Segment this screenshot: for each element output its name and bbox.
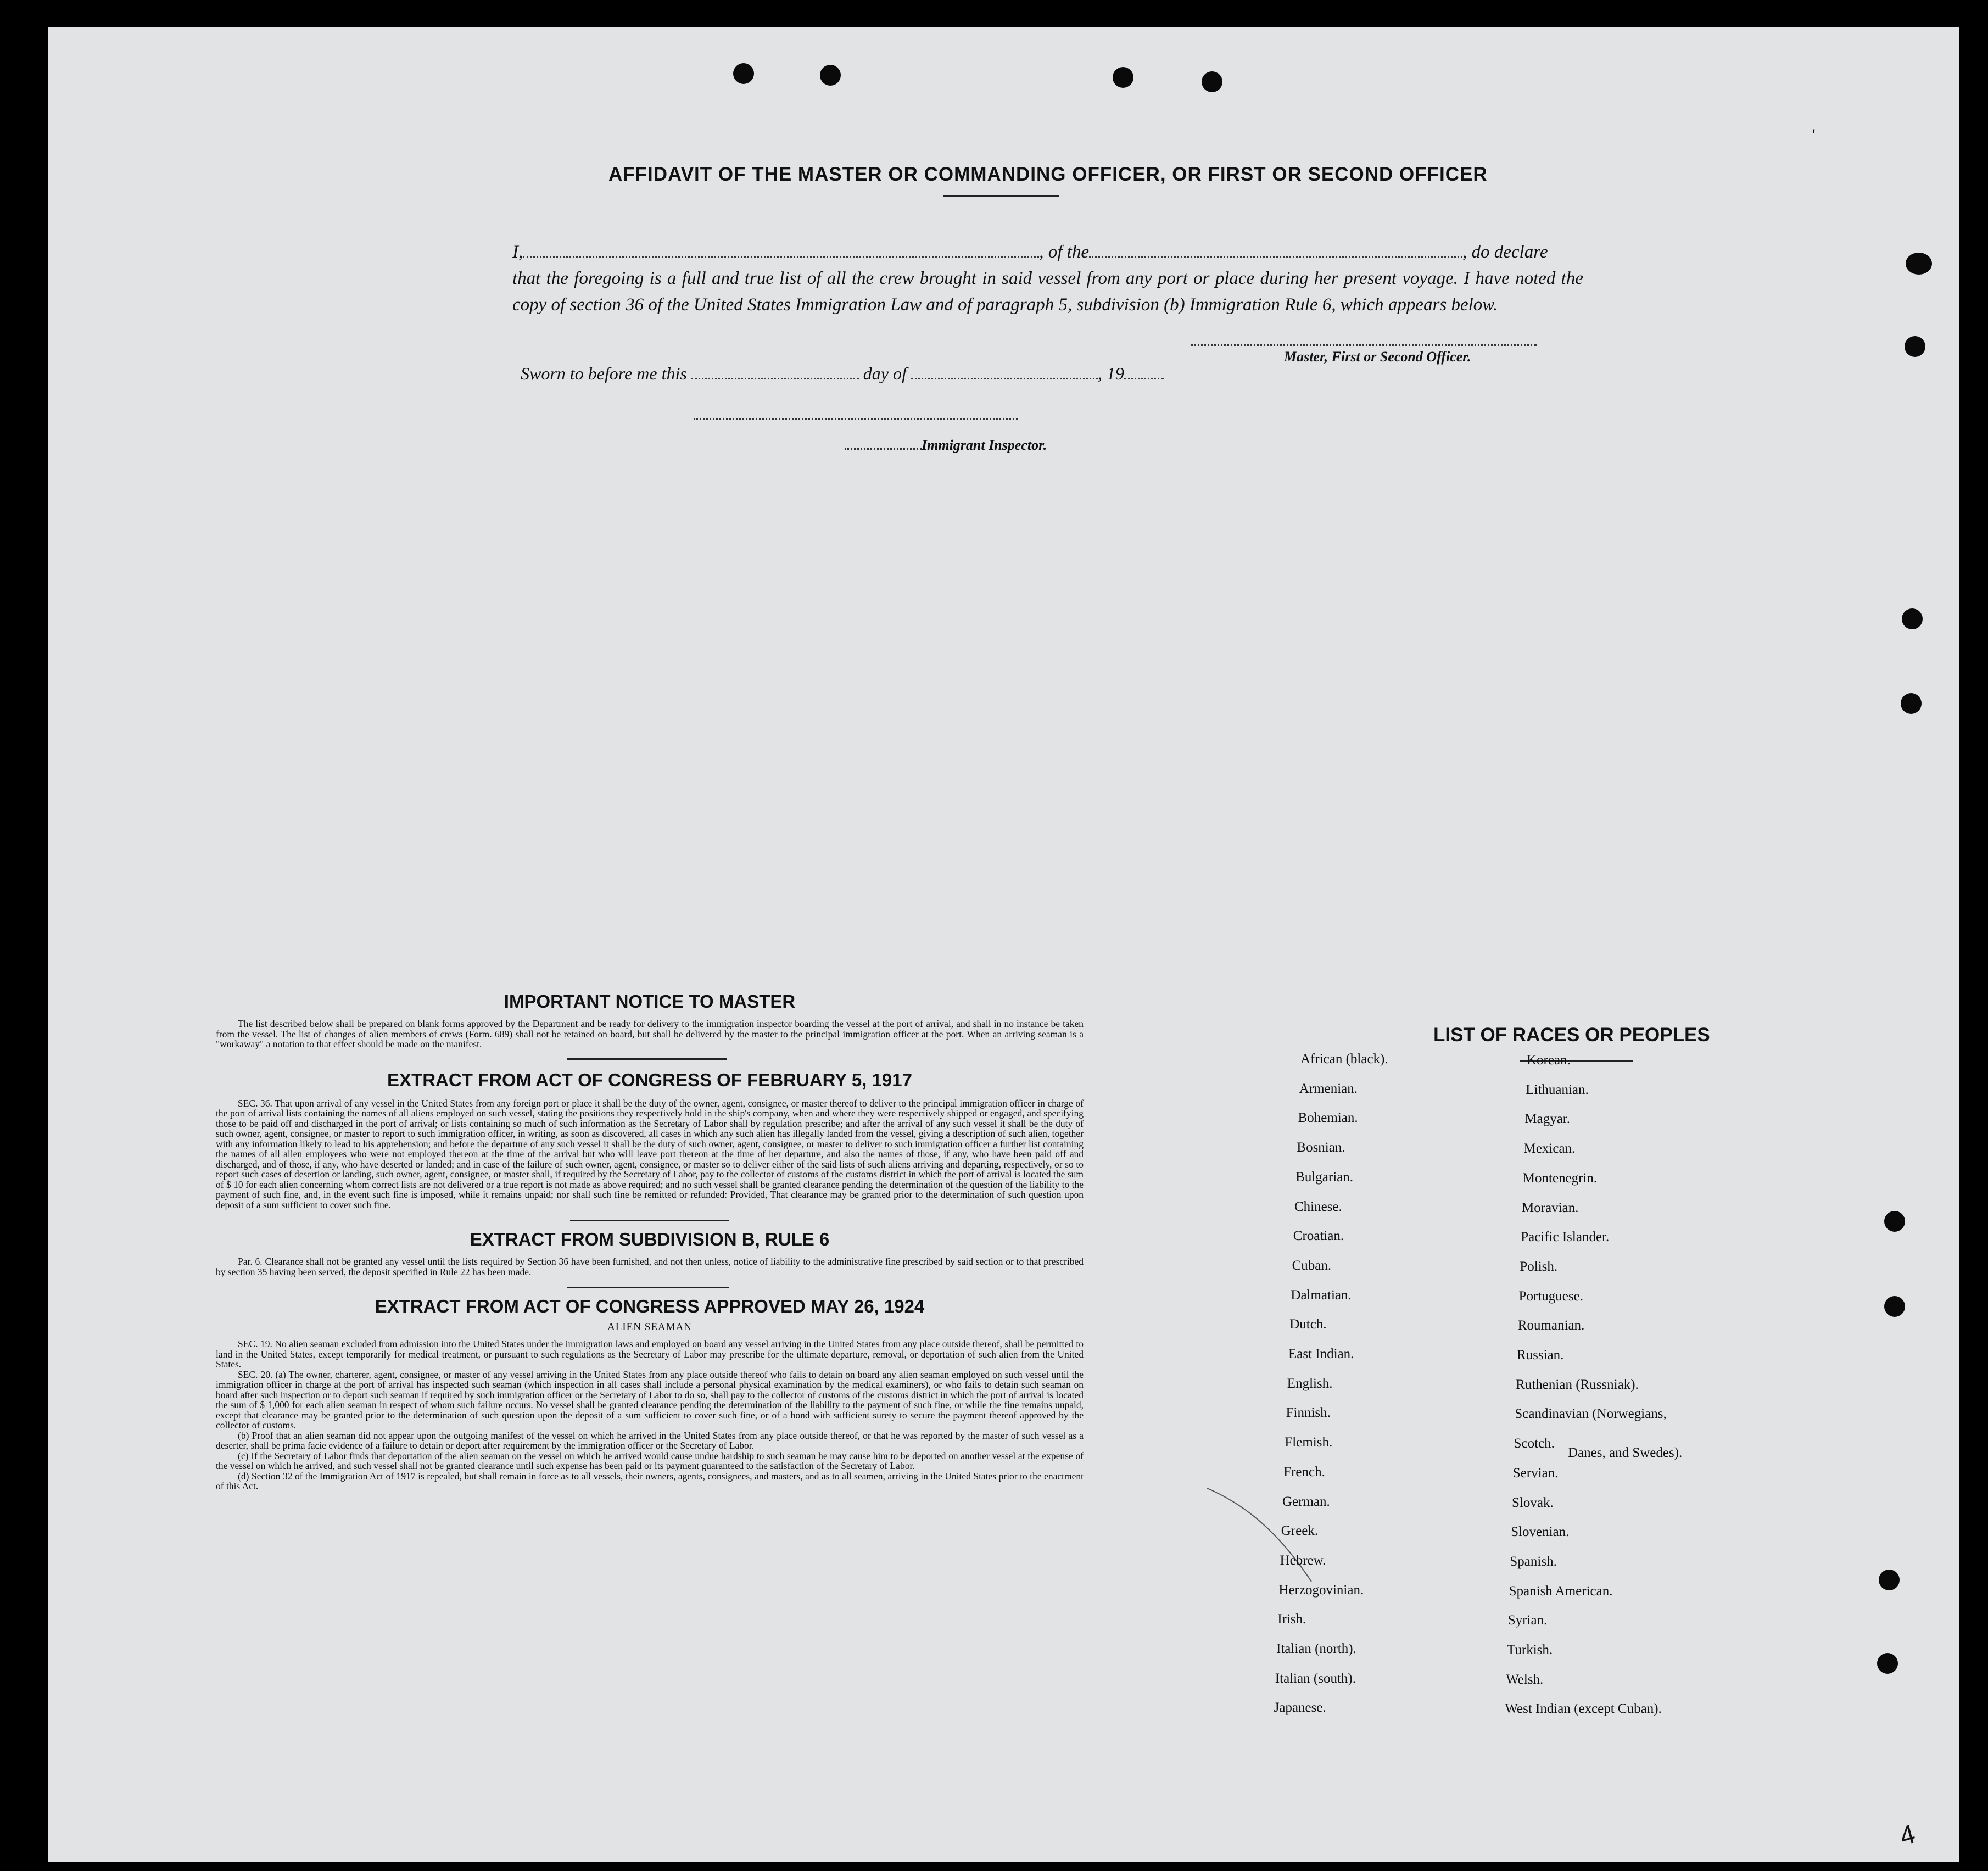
race-item: Syrian. xyxy=(1507,1613,1548,1628)
race-item: Spanish. xyxy=(1510,1554,1557,1569)
legal-notices xyxy=(216,991,1084,1492)
race-item: Greek. xyxy=(1281,1523,1319,1539)
subdivision-b-title: EXTRACT FROM SUBDIVISION B, RULE 6 xyxy=(470,1229,830,1249)
race-item: Dutch. xyxy=(1289,1317,1327,1332)
sec-19: SEC. 19. No alien seaman excluded from admission into the United States under the immigration laws and employed on board any vessel arriving in the United States from any place outside thereof, shall be permitted to land in the United States, except temporarily for medical treatment, or pursuant to such regulations as the Secretary of Labor may prescribe for the ultimate departure, removal, or deportation of such alien from the United States. xyxy=(216,1338,1084,1370)
punch-hole xyxy=(1884,1296,1905,1317)
race-item: Montenegrin. xyxy=(1522,1170,1598,1186)
master-signature-label: Master, First or Second Officer. xyxy=(1284,349,1471,365)
document-page xyxy=(48,27,1959,1862)
declaration-of: , of the xyxy=(1039,242,1089,262)
race-item: Irish. xyxy=(1277,1612,1306,1627)
subdivision-b-rule xyxy=(567,1287,729,1288)
inspector-label-row xyxy=(845,437,1047,454)
race-item: Chinese. xyxy=(1294,1199,1342,1214)
race-item: Croatian. xyxy=(1293,1228,1344,1244)
declaration-declare: , do declare xyxy=(1462,242,1548,262)
race-item: Hebrew. xyxy=(1280,1552,1326,1568)
sworn-year-field[interactable] xyxy=(1124,364,1164,379)
race-item: Armenian. xyxy=(1299,1081,1358,1096)
race-item: West Indian (except Cuban). xyxy=(1505,1701,1662,1717)
master-signature-line[interactable] xyxy=(1191,344,1537,346)
extract-1924-title: EXTRACT FROM ACT OF CONGRESS APPROVED MAY 26, 1924 xyxy=(375,1296,925,1316)
race-item: Polish. xyxy=(1520,1259,1558,1274)
sworn-month-field[interactable] xyxy=(911,364,1098,379)
race-item: Welsh. xyxy=(1506,1672,1544,1687)
race-item: Finnish. xyxy=(1286,1405,1331,1421)
race-item: Lithuanian. xyxy=(1526,1082,1589,1097)
race-item: Italian (north). xyxy=(1276,1641,1356,1656)
declaration-line-1 xyxy=(512,239,1583,265)
race-item: Servian. xyxy=(1512,1465,1559,1481)
punch-hole xyxy=(1879,1570,1900,1590)
sworn-day-label: day of xyxy=(863,364,907,383)
sec-20a: SEC. 20. (a) The owner, charterer, agent, consignee, or master of any vessel arriving in the United States from any place outside thereof who fails to detain on board any alien seaman employed on such vessel until the immigration officer in charge at the port of arrival has inspected such seaman (which inspection in all cases shall include a personal physical examination by the medical examiners), or who fails to detain such seaman on board after such inspection or to deport such seaman if required by such immigration officer or the Secretary of Labor to do so, shall pay to the collector of customs of the customs district in which the port of arrival is located the sum of $ 1,000 for each alien seaman in respect of whom such failure occurs. No vessel shall be granted clearance pending the determination of the liability to the payment of such fine, or while the fine remains unpaid, except that clearance may be granted prior to the determination of such question upon the deposit of a sum sufficient to cover such fine, or of a bond with sufficient surety to secure the payment thereof approved by the collector of customs. xyxy=(216,1369,1084,1431)
sec-20d: (d) Section 32 of the Immigration Act of 1917 is repealed, but shall remain in force as to all vessels, their owners, agents, consignees, and masters, and as to all seamen, arriving in the United States prior to the enactment of this Act. xyxy=(216,1470,1084,1492)
race-item: Ruthenian (Russniak). xyxy=(1516,1377,1639,1392)
race-item: Magyar. xyxy=(1524,1112,1571,1127)
punch-hole xyxy=(733,63,754,84)
race-item: Flemish. xyxy=(1285,1435,1333,1450)
name-field[interactable] xyxy=(523,242,1039,258)
race-item: Japanese. xyxy=(1274,1700,1326,1716)
extract-1917-title: EXTRACT FROM ACT OF CONGRESS OF FEBRUARY 5, 1917 xyxy=(387,1069,912,1090)
race-item: French. xyxy=(1283,1464,1325,1479)
race-item: English. xyxy=(1287,1376,1333,1391)
extract-1917-text: SEC. 36. That upon arrival of any vessel in the United States from any foreign port or place it shall be the duty of the owner, agent, consignee, or master thereof to deliver to the principal immigration officer in charge of the port of arrival lists containing the names of all aliens employed on such vessel, stating the positions they respectively hold in the ship's company, when and where they were respectively shipped or engaged, and specifying those to be paid off and discharged in the port of arrival; or lists containing so much of such information as the Secretary of Labor shall by regulation prescribe; and after the arrival of any such vessel it shall be the duty of such owner, agent, consignee, or master to report to such immigration officer, in writing, as soon as discovered, all cases in which any such alien has illegally landed from the vessel, giving a description of such alien, together with any information likely to lead to his apprehension; and before the departure of any such vessel it shall be the duty of such owner, agent, consignee, or master to deliver to such immigration officer a further list containing the names of all alien employees who were not employed thereon at the time of the arrival but who will leave port thereon at the time of her departure, and also the names of those, if any, who have been paid off and discharged, and of those, if any, who have deserted or landed; and in case of the failure of such owner, agent, consignee, or master so to deliver either of the said lists of such aliens arriving and departing, respectively, or so to report such cases of desertion or landing, such owner, agent, consignee, or master shall, if required by the Secretary of Labor, pay to the collector of customs of the customs district in which the port of arrival is located the sum of $ 10 for each alien concerning whom correct lists are not delivered or a true report is not made as above required; and no such vessel shall be granted clearance pending the determination of the question of the liability to the payment of such fine, and, in the event such fine is imposed, while it remains unpaid; nor shall such fine be remitted or refunded: Provided, That clearance may be granted prior to the determination of such question upon deposit of a sum sufficient to cover such fine. xyxy=(216,1097,1084,1210)
race-item: Italian (south). xyxy=(1275,1671,1356,1686)
race-item: Portuguese. xyxy=(1518,1288,1583,1304)
race-item: Mexican. xyxy=(1523,1141,1576,1157)
punch-hole xyxy=(1901,693,1922,714)
title-rule xyxy=(943,195,1059,197)
sworn-line xyxy=(521,364,1164,384)
race-item-continuation: Danes, and Swedes). xyxy=(1568,1445,1683,1460)
notice-rule xyxy=(567,1058,727,1060)
corner-tick-mark: ' xyxy=(1812,126,1816,144)
inspector-label: Immigrant Inspector. xyxy=(922,437,1047,453)
race-item: Bulgarian. xyxy=(1295,1169,1354,1185)
race-item: Korean. xyxy=(1527,1053,1571,1068)
handwritten-mark: 4 xyxy=(1896,1819,1919,1852)
affidavit-title: AFFIDAVIT OF THE MASTER OR COMMANDING OFFICER, OR FIRST OR SECOND OFFICER xyxy=(608,164,1488,185)
race-item: Dalmatian. xyxy=(1291,1287,1352,1303)
inspector-signature-line[interactable] xyxy=(694,418,1018,420)
race-item: Spanish American. xyxy=(1509,1583,1613,1599)
extract-1917-rule xyxy=(570,1220,729,1221)
punch-hole xyxy=(1202,71,1222,92)
punch-hole xyxy=(1905,336,1925,357)
race-item: East Indian. xyxy=(1288,1347,1354,1361)
sworn-day-field[interactable] xyxy=(691,364,859,379)
race-item: Roumanian. xyxy=(1517,1318,1585,1333)
declaration-body: that the foregoing is a full and true list of all the crew brought in said vessel from any port or place during her present voyage. I have noted the copy of section 36 of the United States Immigration Law and of paragraph 5, subdivision (b) Immigration Rule 6, which appears below. xyxy=(512,269,1583,315)
vessel-field[interactable] xyxy=(1089,242,1462,258)
race-item: Slovenian. xyxy=(1511,1524,1570,1540)
inspector-dots xyxy=(845,437,922,450)
races-title: LIST OF RACES OR PEOPLES xyxy=(1433,1024,1710,1046)
race-item: Bohemian. xyxy=(1298,1110,1358,1126)
sec-20c: (c) If the Secretary of Labor finds that deportation of the alien seaman on the vessel on which he arrived would cause undue hardship to such seaman he may cause him to be deported on another vessel at the expense of the vessel on which he arrived, and such vessel shall not be granted clearance until such expense has been paid or its payment guaranteed to the satisfaction of the Secretary of Labor. xyxy=(216,1450,1084,1471)
notice-title: IMPORTANT NOTICE TO MASTER xyxy=(504,991,796,1012)
race-item: Scotch. xyxy=(1514,1436,1555,1451)
race-item: Bosnian. xyxy=(1297,1140,1345,1155)
race-item: Pacific Islander. xyxy=(1521,1230,1610,1245)
race-item: German. xyxy=(1282,1494,1330,1509)
declaration-i: I, xyxy=(512,242,523,262)
punch-hole xyxy=(820,65,841,86)
race-item: Scandinavian (Norwegians, xyxy=(1515,1406,1667,1422)
extract-1924-text xyxy=(216,1339,1084,1492)
race-item: Moravian. xyxy=(1522,1200,1579,1215)
race-item: Russian. xyxy=(1517,1348,1564,1362)
race-item: Turkish. xyxy=(1507,1643,1553,1657)
race-item: African (black). xyxy=(1300,1052,1388,1066)
notice-text: The list described below shall be prepared on blank forms approved by the Department and be ready for delivery to the immigration inspector boarding the vessel at the port of arrival, and shall in no instance be taken from the vessel. The list of changes of alien members of crews (Form. 689) shall not be retained on board, but shall be delivered by the master to the principal immigration officer at the port. When an arriving seaman is a "workaway" a notation to that effect should be made on the manifest. xyxy=(216,1018,1084,1049)
alien-seaman-subtitle: ALIEN SEAMAN xyxy=(607,1321,692,1333)
race-item: Herzogovinian. xyxy=(1278,1582,1364,1598)
punch-hole xyxy=(1906,253,1932,275)
punch-hole xyxy=(1902,608,1923,629)
sec-20b: (b) Proof that an alien seaman did not appear upon the outgoing manifest of the vessel on which he arrived in the United States from any place outside thereof, or that he was reported by the master of such vessel as a deserter, shall be prima facie evidence of a failure to detain or deport after requirement by the immigration officer or the Secretary of Labor. xyxy=(216,1429,1084,1451)
subdivision-b-text: Par. 6. Clearance shall not be granted any vessel until the lists required by Section 36 have been furnished, and not then unless, notice of liability to the administrative fine prescribed by said section or to that prescribed by section 35 having been served, the deposit specified in Rule 22 has been made. xyxy=(216,1256,1084,1277)
sworn-year-label: , 19 xyxy=(1097,364,1124,383)
race-item: Slovak. xyxy=(1512,1495,1554,1510)
race-item: Cuban. xyxy=(1292,1258,1332,1273)
punch-hole xyxy=(1877,1653,1898,1674)
sworn-prefix: Sworn to before me this xyxy=(521,364,687,383)
declaration-block xyxy=(512,239,1583,318)
punch-hole xyxy=(1113,67,1133,88)
punch-hole xyxy=(1884,1211,1905,1232)
